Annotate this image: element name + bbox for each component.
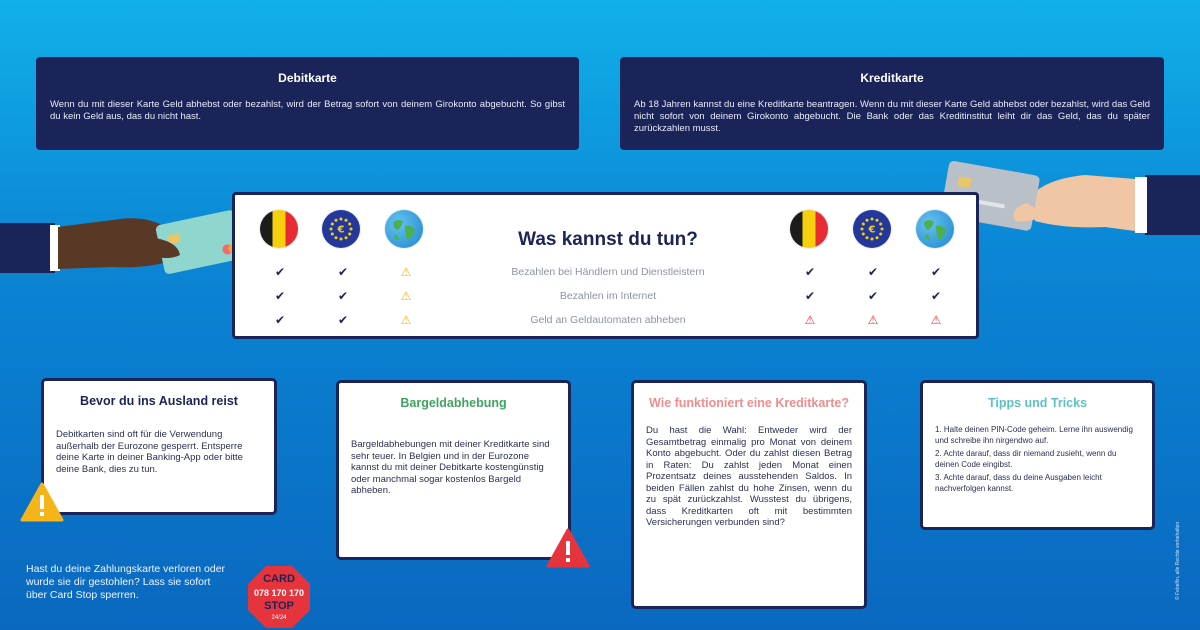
svg-text:€: € <box>337 224 345 236</box>
check-icon: ✔ <box>274 265 286 279</box>
card-stop-line1: CARD <box>263 573 295 585</box>
hand-debit-card-icon <box>0 205 250 285</box>
abroad-title: Bevor du ins Ausland reist <box>80 394 238 408</box>
tips-title: Tipps und Tricks <box>987 396 1088 410</box>
credit-how-title: Wie funktioniert eine Kreditkarte? <box>649 396 849 410</box>
card-stop-badge <box>247 565 311 629</box>
belgium-flag-icon <box>790 210 828 248</box>
cash-title: Bargeldabhebung <box>400 396 507 410</box>
eu-flag-icon <box>853 210 891 248</box>
eu-flag-icon <box>322 210 360 248</box>
check-icon: ✔ <box>804 289 816 303</box>
alert-icon: ⚠ <box>930 313 942 327</box>
cash-text: Bargeldabhebungen mit deiner Kreditkarte sind sehr teuer. In Belgien und in der Eurozone kannst du mit deiner Debitkarte kostengünstig oder manchmal sogar kostenlos Bargeld abheben. <box>351 439 550 496</box>
check-icon: ✔ <box>337 289 349 303</box>
panel-title: Was kannst du tun? <box>518 229 698 250</box>
lost-card-text: Hast du deine Zahlungskarte verloren oder wurde sie dir gestohlen? Lass sie sofort über Card Stop sperren. <box>26 563 226 601</box>
credit-how-text: Du hast die Wahl: Entweder wird der Gesamtbetrag einmalig pro Monat von deinem Konto abgebucht. Oder du zahlst diesen Betrag in Raten: Du zahlst jeden Monat einen Prozentsatz deines ausstehenden Saldos. In beiden Fällen zahlst du hohe Zinsen, wenn du zu spät zurückzahlst. Wusstest du übrigens, dass Kreditkarten oft mit bestimmten Versicherungen verbunden sind? <box>646 425 852 528</box>
comparison-panel <box>232 192 979 339</box>
alert-icon <box>546 528 590 568</box>
row-label-merchants: Bezahlen bei Händlern und Dienstleistern <box>511 266 705 278</box>
warn-icon: ⚠ <box>400 289 412 303</box>
warn-icon: ⚠ <box>400 265 412 279</box>
credit-card-info <box>620 57 1164 150</box>
row-label-internet: Bezahlen im Internet <box>559 290 657 302</box>
credit-how-card <box>631 380 867 609</box>
card-stop-line2: STOP <box>264 600 294 612</box>
globe-icon <box>916 210 954 248</box>
svg-text:€: € <box>868 224 876 236</box>
debit-title: Debitkarte <box>278 71 337 85</box>
debit-card-info <box>36 57 579 150</box>
check-icon: ✔ <box>337 265 349 279</box>
check-icon: ✔ <box>804 265 816 279</box>
tip-item: 1. Halte deinen PIN-Code geheim. Lerne ihn auswendig und schreibe ihn nirgendwo auf. <box>935 425 1133 445</box>
card-stop-sub: 24/24 <box>271 615 287 621</box>
copyright-note: © Febelfin, alle Rechte vorbehalten <box>1175 521 1181 600</box>
alert-icon: ⚠ <box>867 313 879 327</box>
abroad-card <box>41 378 277 515</box>
tip-item: 3. Achte darauf, dass du deine Ausgaben leicht nachverfolgen kannst. <box>935 473 1102 493</box>
check-icon: ✔ <box>930 265 942 279</box>
tip-item: 2. Achte darauf, dass dir niemand zusieht, wenn du deinen Code eingibst. <box>935 449 1117 469</box>
credit-title: Kreditkarte <box>860 71 924 85</box>
alert-icon: ⚠ <box>804 313 816 327</box>
belgium-flag-icon <box>260 210 298 248</box>
check-icon: ✔ <box>274 313 286 327</box>
credit-text: Ab 18 Jahren kannst du eine Kreditkarte beantragen. Wenn du mit dieser Karte Geld abhebst oder bezahlst, wird das Geld nicht sofort von deinem Girokonto abgebucht. Die Bank oder das Kreditinstitut leiht dir das Geld, das du später zurückzahlen musst. <box>634 99 1150 134</box>
tips-card <box>920 380 1155 530</box>
tips-list <box>935 425 1140 494</box>
check-icon: ✔ <box>274 289 286 303</box>
check-icon: ✔ <box>867 289 879 303</box>
warning-icon <box>20 482 64 522</box>
row-label-atm: Geld an Geldautomaten abheben <box>530 314 686 326</box>
debit-text: Wenn du mit dieser Karte Geld abhebst oder bezahlst, wird der Betrag sofort von deinem Girokonto abgebucht. So gibst du kein Geld aus, das du nicht hast. <box>50 99 565 122</box>
cash-withdrawal-card <box>336 380 571 560</box>
check-icon: ✔ <box>867 265 879 279</box>
warn-icon: ⚠ <box>400 313 412 327</box>
check-icon: ✔ <box>930 289 942 303</box>
globe-icon <box>385 210 423 248</box>
abroad-text: Debitkarten sind oft für die Verwendung außerhalb der Eurozone gesperrt. Entsperre deine Karte in deiner Banking-App oder bitte deine Bank, dies zu tun. <box>56 429 243 475</box>
check-icon: ✔ <box>337 313 349 327</box>
card-stop-number: 078 170 170 <box>253 588 305 598</box>
